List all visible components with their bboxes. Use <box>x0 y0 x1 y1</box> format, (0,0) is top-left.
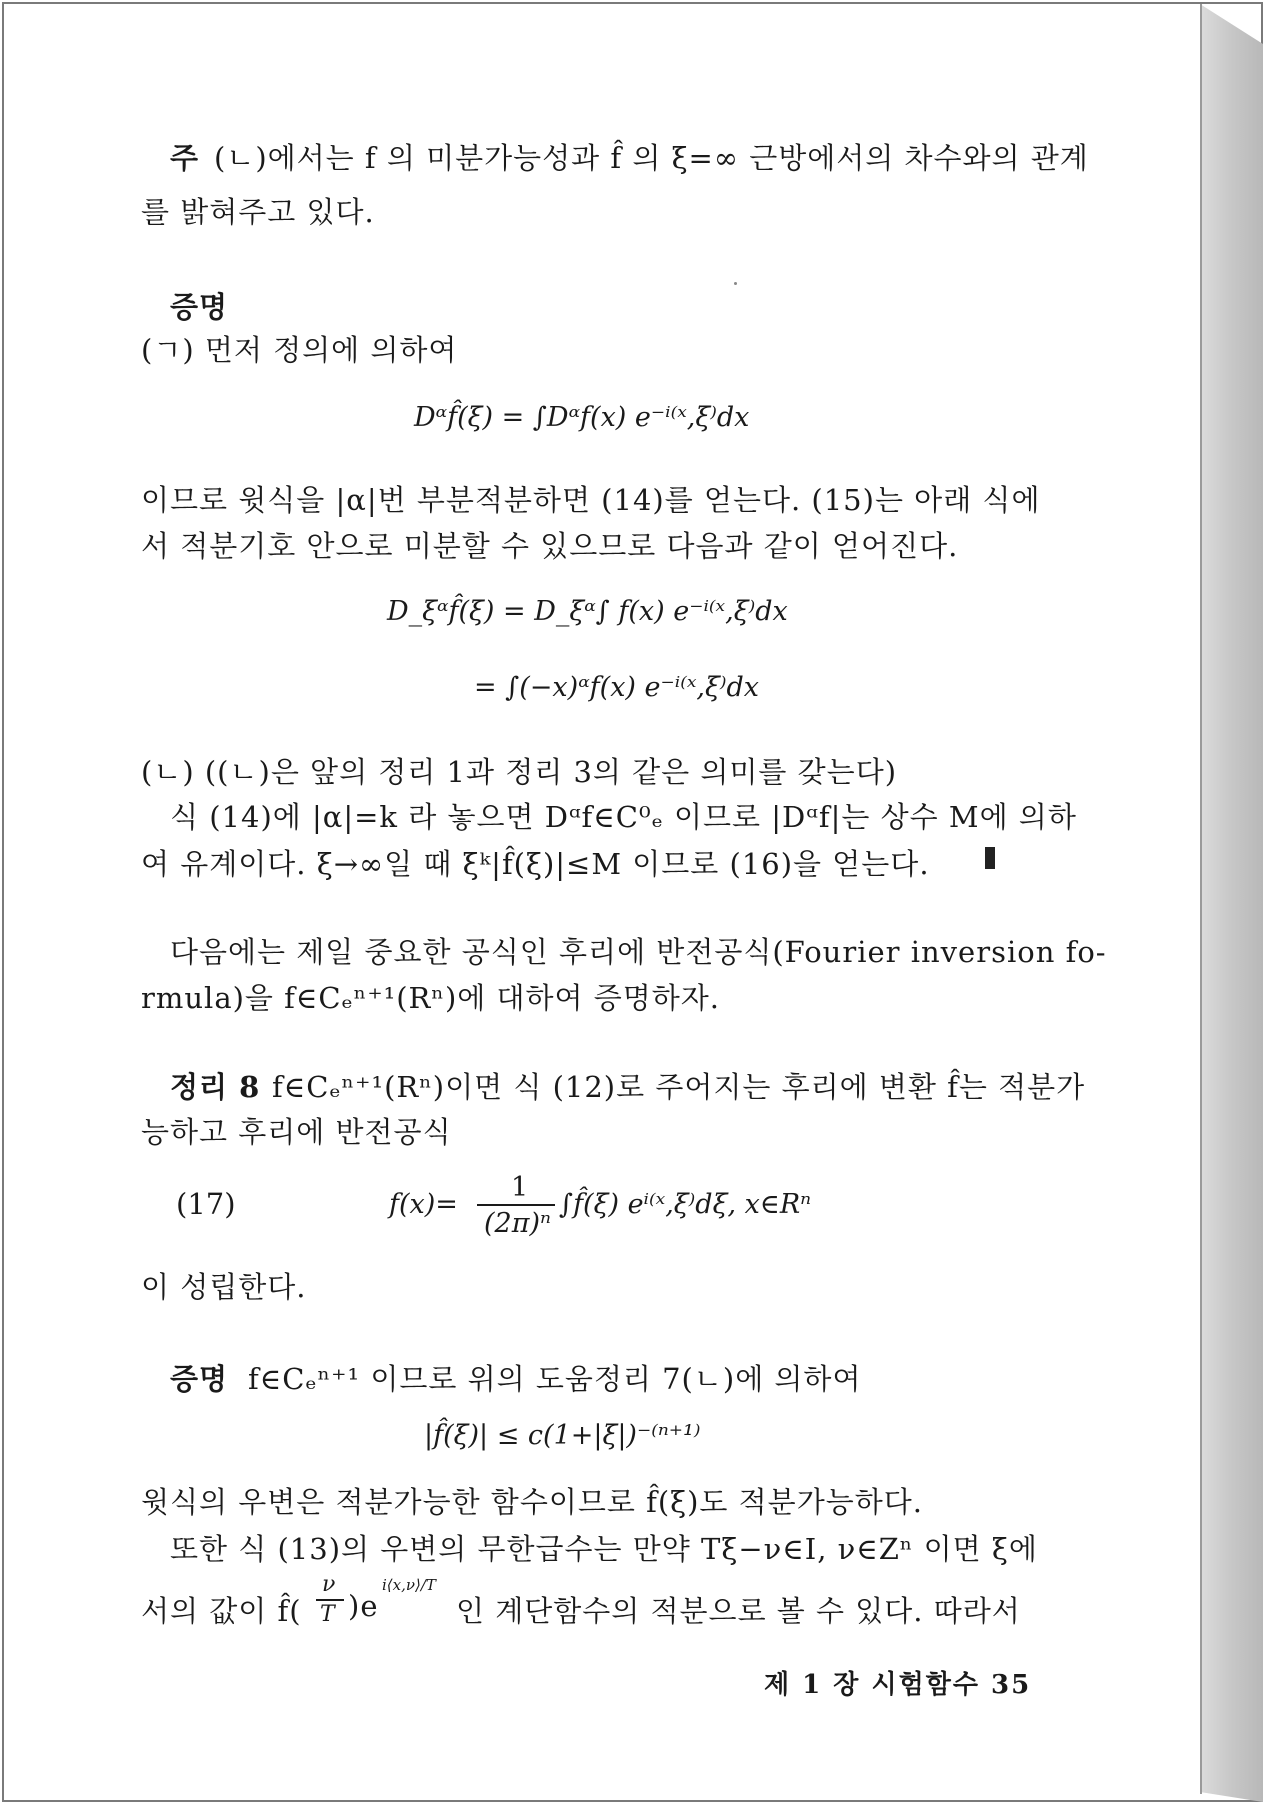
fraction-bar <box>316 1599 344 1601</box>
proof-a-intro: (ㄱ) 먼저 정의에 의하여 <box>141 333 458 367</box>
proof-2-line-4-end: 인 계단함수의 적분으로 볼 수 있다. 따라서 <box>456 1594 1021 1628</box>
fraction-numerator: ν <box>322 1572 336 1597</box>
proof-2-line-2: 윗식의 우변은 적분가능한 함수이므로 f̂(ξ)도 적분가능하다. <box>141 1485 923 1519</box>
proof-2-line-3: 또한 식 (13)의 우변의 무한급수는 만약 Tξ−ν∈I, ν∈Zⁿ 이면 ξ에 <box>170 1532 1038 1566</box>
intro-line-2: rmula)을 f∈Cₑⁿ⁺¹(Rⁿ)에 대하여 증명하자. <box>141 981 721 1015</box>
remark-line-2: 를 밝혀주고 있다. <box>141 195 375 229</box>
proof-b-line-3: 여 유계이다. ξ→∞일 때 ξᵏ|f̂(ξ)|≤M 이므로 (16)을 얻는다. <box>141 847 930 881</box>
book-page <box>4 4 1200 1794</box>
theorem-label: 정리 8 <box>170 1070 261 1104</box>
equation-17-denominator: (2π)ⁿ <box>484 1208 551 1239</box>
equation-17-rhs: ∫f̂(ξ) eⁱ⁽ˣ,ξ⁾dξ, x∈Rⁿ <box>559 1189 812 1220</box>
theorem-line-1: f∈Cₑⁿ⁺¹(Rⁿ)이면 식 (12)로 주어지는 후리에 변환 f̂는 적분가 <box>272 1070 1086 1104</box>
proof-b-line-1: (ㄴ) ((ㄴ)은 앞의 정리 1과 정리 3의 같은 의미를 갖는다) <box>141 755 898 789</box>
equation-17-lhs: f(x)= <box>389 1189 458 1220</box>
speck <box>734 282 737 285</box>
para-a-line-2: 서 적분기호 안으로 미분할 수 있으므로 다음과 같이 얻어진다. <box>141 529 959 563</box>
equation-b1: D_ξᵅf̂(ξ) = D_ξᵅ∫ f(x) e⁻ⁱ⁽ˣ,ξ⁾dx <box>387 596 788 627</box>
equation-17-fraction-bar <box>477 1204 555 1206</box>
exponent: i⟨x,ν⟩/T <box>382 1576 436 1594</box>
proof-b-line-2: 식 (14)에 |α|=k 라 놓으면 Dᵅf∈C⁰ₑ 이므로 |Dᵅf|는 상수 M에 의하 <box>170 800 1077 834</box>
proof-2-line-1: f∈Cₑⁿ⁺¹ 이므로 위의 도움정리 7(ㄴ)에 의하여 <box>248 1362 862 1396</box>
book-edge <box>1200 4 1263 1802</box>
proof-2-line-4-exp-base: )e <box>348 1589 379 1623</box>
intro-line-1: 다음에는 제일 중요한 공식인 후리에 반전공식(Fourier inversion fo- <box>170 935 1107 969</box>
para-a-line-1: 이므로 윗식을 |α|번 부분적분하면 (14)를 얻는다. (15)는 아래 식에 <box>141 483 1041 517</box>
equation-a: Dᵅf̂(ξ) = ∫Dᵅf(x) e⁻ⁱ⁽ˣ,ξ⁾dx <box>414 402 750 433</box>
proof-heading: 증명 <box>170 290 229 324</box>
remark-label: 주 <box>170 141 200 175</box>
equation-c: |f̂(ξ)| ≤ c(1+|ξ|)⁻⁽ⁿ⁺¹⁾ <box>424 1420 701 1451</box>
theorem-end: 이 성립한다. <box>141 1270 307 1304</box>
equation-17-numerator: 1 <box>511 1172 529 1203</box>
equation-17-number: (17) <box>176 1187 236 1221</box>
page-footer: 제 1 장 시험함수 35 <box>764 1670 1032 1700</box>
theorem-line-2: 능하고 후리에 반전공식 <box>141 1115 452 1149</box>
proof-2-line-4-start: 서의 값이 f̂( <box>141 1594 302 1628</box>
equation-b2: = ∫(−x)ᵅf(x) e⁻ⁱ⁽ˣ,ξ⁾dx <box>474 672 760 703</box>
remark-line-1: (ㄴ)에서는 f 의 미분가능성과 f̂ 의 ξ=∞ 근방에서의 차수와의 관계 <box>214 141 1089 175</box>
fraction-denominator: T <box>320 1602 335 1627</box>
proof-2-label: 증명 <box>170 1362 229 1396</box>
end-of-proof-mark <box>985 847 995 869</box>
